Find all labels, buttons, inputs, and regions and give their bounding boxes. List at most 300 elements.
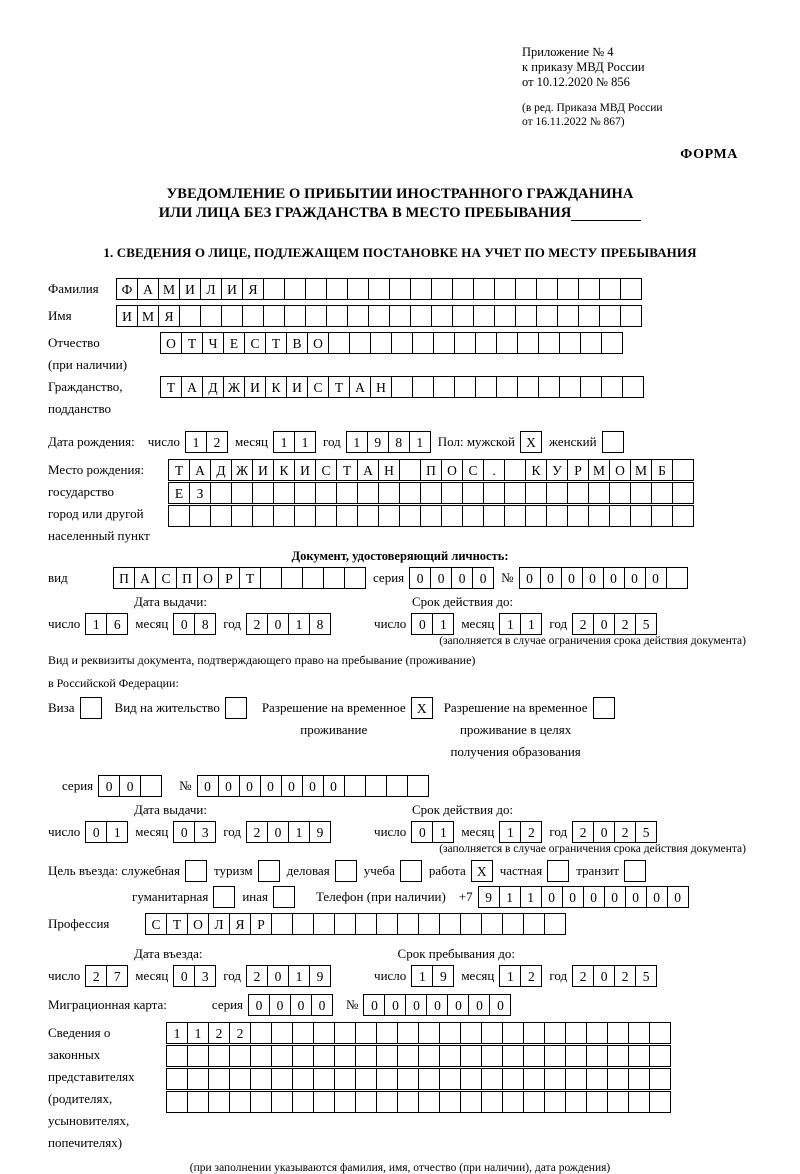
form-cell[interactable] (649, 1022, 671, 1044)
form-cell[interactable]: К (525, 459, 547, 481)
form-cell[interactable] (546, 482, 568, 504)
form-cell[interactable]: 0 (593, 821, 615, 843)
form-cell[interactable]: Л (208, 913, 230, 935)
form-cell[interactable]: 0 (384, 994, 406, 1016)
form-cell[interactable] (252, 505, 274, 527)
form-cell[interactable]: П (176, 567, 198, 589)
patronymic-input[interactable] (160, 332, 622, 354)
form-cell[interactable] (334, 1091, 356, 1113)
form-cell[interactable]: З (189, 482, 211, 504)
form-cell[interactable]: 2 (614, 821, 636, 843)
form-cell[interactable]: 0 (119, 775, 141, 797)
purpose-tourism-checkbox[interactable] (258, 860, 279, 882)
birth-place-input-row-1[interactable] (168, 459, 693, 481)
form-cell[interactable]: 0 (173, 613, 195, 635)
form-cell[interactable] (357, 482, 379, 504)
form-cell[interactable] (271, 913, 293, 935)
form-cell[interactable] (624, 860, 646, 882)
edu-residence-checkbox[interactable] (593, 697, 614, 719)
form-cell[interactable]: И (294, 459, 316, 481)
form-cell[interactable]: 9 (432, 965, 454, 987)
form-cell[interactable] (368, 305, 390, 327)
form-cell[interactable]: С (155, 567, 177, 589)
form-cell[interactable]: 1 (346, 431, 368, 453)
form-cell[interactable]: А (134, 567, 156, 589)
form-cell[interactable] (315, 505, 337, 527)
form-cell[interactable] (607, 1045, 629, 1067)
form-cell[interactable] (389, 305, 411, 327)
form-cell[interactable] (273, 505, 295, 527)
form-cell[interactable] (538, 332, 560, 354)
form-cell[interactable] (578, 305, 600, 327)
form-cell[interactable] (418, 1068, 440, 1090)
form-cell[interactable] (140, 775, 162, 797)
form-cell[interactable] (504, 482, 526, 504)
form-cell[interactable] (386, 775, 408, 797)
form-cell[interactable] (609, 505, 631, 527)
form-cell[interactable]: С (315, 459, 337, 481)
form-cell[interactable] (187, 1045, 209, 1067)
form-cell[interactable]: 0 (582, 567, 604, 589)
form-cell[interactable] (271, 1091, 293, 1113)
form-cell[interactable] (544, 1045, 566, 1067)
form-cell[interactable] (441, 505, 463, 527)
form-cell[interactable]: 0 (311, 994, 333, 1016)
form-cell[interactable] (588, 505, 610, 527)
form-cell[interactable]: . (483, 459, 505, 481)
valid-year-input[interactable] (572, 613, 656, 635)
form-cell[interactable] (460, 1045, 482, 1067)
document-series-input[interactable] (409, 567, 493, 589)
form-cell[interactable]: 7 (106, 965, 128, 987)
form-cell[interactable]: 2 (614, 613, 636, 635)
form-cell[interactable]: 0 (409, 567, 431, 589)
form-cell[interactable]: Т (265, 332, 287, 354)
form-cell[interactable] (462, 505, 484, 527)
form-cell[interactable] (391, 332, 413, 354)
form-cell[interactable]: Т (166, 913, 188, 935)
form-cell[interactable] (460, 1091, 482, 1113)
form-cell[interactable] (397, 1091, 419, 1113)
form-cell[interactable]: М (137, 305, 159, 327)
legal-input-row-1[interactable] (166, 1022, 670, 1044)
form-cell[interactable] (347, 305, 369, 327)
form-cell[interactable]: 2 (572, 821, 594, 843)
form-cell[interactable]: П (113, 567, 135, 589)
form-cell[interactable] (273, 886, 295, 908)
form-cell[interactable] (263, 305, 285, 327)
form-cell[interactable] (586, 1068, 608, 1090)
form-cell[interactable]: 1 (288, 613, 310, 635)
form-cell[interactable] (344, 775, 366, 797)
form-cell[interactable]: Р (218, 567, 240, 589)
permit-series-input[interactable] (98, 775, 161, 797)
form-cell[interactable]: 0 (363, 994, 385, 1016)
form-cell[interactable]: 2 (572, 613, 594, 635)
form-cell[interactable] (651, 505, 673, 527)
form-cell[interactable] (439, 1022, 461, 1044)
form-cell[interactable] (557, 278, 579, 300)
form-cell[interactable]: 1 (187, 1022, 209, 1044)
permit-issue-month-input[interactable] (173, 821, 215, 843)
migration-series-input[interactable] (248, 994, 332, 1016)
form-cell[interactable] (454, 332, 476, 354)
form-cell[interactable] (166, 1091, 188, 1113)
form-cell[interactable]: 2 (520, 965, 542, 987)
form-cell[interactable] (588, 482, 610, 504)
form-cell[interactable]: О (441, 459, 463, 481)
form-cell[interactable] (397, 1068, 419, 1090)
valid-month-input[interactable] (499, 613, 541, 635)
form-cell[interactable] (166, 1068, 188, 1090)
form-cell[interactable]: 2 (246, 613, 268, 635)
form-cell[interactable] (334, 913, 356, 935)
form-cell[interactable]: 2 (614, 965, 636, 987)
form-cell[interactable] (473, 305, 495, 327)
form-cell[interactable] (221, 305, 243, 327)
form-cell[interactable] (672, 482, 694, 504)
form-cell[interactable] (273, 482, 295, 504)
form-cell[interactable]: 1 (499, 965, 521, 987)
form-cell[interactable]: А (181, 376, 203, 398)
form-cell[interactable]: 0 (426, 994, 448, 1016)
form-cell[interactable]: И (221, 278, 243, 300)
form-cell[interactable] (252, 482, 274, 504)
form-cell[interactable]: 2 (85, 965, 107, 987)
form-cell[interactable] (305, 278, 327, 300)
form-cell[interactable]: 8 (388, 431, 410, 453)
form-cell[interactable]: Т (328, 376, 350, 398)
form-cell[interactable]: Н (370, 376, 392, 398)
form-cell[interactable]: А (137, 278, 159, 300)
form-cell[interactable] (271, 1022, 293, 1044)
form-cell[interactable] (336, 505, 358, 527)
form-cell[interactable]: 0 (173, 821, 195, 843)
form-cell[interactable] (460, 1022, 482, 1044)
form-cell[interactable]: 2 (520, 821, 542, 843)
form-cell[interactable]: О (160, 332, 182, 354)
form-cell[interactable] (313, 1045, 335, 1067)
form-cell[interactable]: 0 (540, 567, 562, 589)
name-input[interactable] (116, 305, 641, 327)
form-cell[interactable] (210, 482, 232, 504)
form-cell[interactable] (565, 1045, 587, 1067)
form-cell[interactable]: 2 (246, 821, 268, 843)
form-cell[interactable] (376, 913, 398, 935)
form-cell[interactable]: В (286, 332, 308, 354)
form-cell[interactable] (168, 505, 190, 527)
form-cell[interactable]: Т (239, 567, 261, 589)
form-cell[interactable] (292, 1022, 314, 1044)
form-cell[interactable]: 1 (106, 821, 128, 843)
form-cell[interactable] (179, 305, 201, 327)
form-cell[interactable] (546, 505, 568, 527)
form-cell[interactable] (502, 1022, 524, 1044)
form-cell[interactable]: 1 (166, 1022, 188, 1044)
form-cell[interactable] (651, 482, 673, 504)
form-cell[interactable]: 0 (302, 775, 324, 797)
form-cell[interactable]: 0 (405, 994, 427, 1016)
form-cell[interactable]: 2 (229, 1022, 251, 1044)
form-cell[interactable]: 0 (267, 965, 289, 987)
form-cell[interactable] (523, 1022, 545, 1044)
form-cell[interactable]: К (265, 376, 287, 398)
form-cell[interactable] (494, 305, 516, 327)
form-cell[interactable] (620, 305, 642, 327)
form-cell[interactable]: Р (567, 459, 589, 481)
form-cell[interactable]: 0 (593, 965, 615, 987)
form-cell[interactable] (313, 913, 335, 935)
form-cell[interactable] (410, 305, 432, 327)
form-cell[interactable]: У (546, 459, 568, 481)
form-cell[interactable] (397, 913, 419, 935)
form-cell[interactable] (335, 860, 357, 882)
form-cell[interactable]: 0 (197, 775, 219, 797)
form-cell[interactable] (649, 1091, 671, 1113)
form-cell[interactable] (622, 376, 644, 398)
form-cell[interactable]: М (630, 459, 652, 481)
birth-place-input-row-3[interactable] (168, 505, 693, 527)
form-cell[interactable]: М (158, 278, 180, 300)
form-cell[interactable] (292, 913, 314, 935)
form-cell[interactable] (80, 697, 102, 719)
form-cell[interactable]: 0 (468, 994, 490, 1016)
form-cell[interactable] (433, 376, 455, 398)
form-cell[interactable] (483, 482, 505, 504)
form-cell[interactable] (559, 376, 581, 398)
form-cell[interactable]: Б (651, 459, 673, 481)
form-cell[interactable] (231, 505, 253, 527)
form-cell[interactable] (420, 482, 442, 504)
form-cell[interactable] (334, 1068, 356, 1090)
form-cell[interactable] (502, 1091, 524, 1113)
form-cell[interactable] (567, 482, 589, 504)
form-cell[interactable]: 1 (85, 613, 107, 635)
migration-number-input[interactable] (363, 994, 510, 1016)
form-cell[interactable] (391, 376, 413, 398)
form-cell[interactable] (200, 305, 222, 327)
form-cell[interactable] (370, 332, 392, 354)
form-cell[interactable] (294, 482, 316, 504)
purpose-business-checkbox[interactable] (335, 860, 356, 882)
profession-input[interactable] (145, 913, 565, 935)
form-cell[interactable]: П (420, 459, 442, 481)
form-cell[interactable] (355, 1045, 377, 1067)
form-cell[interactable] (593, 697, 615, 719)
form-cell[interactable]: 0 (218, 775, 240, 797)
legal-input-row-2[interactable] (166, 1045, 670, 1067)
form-cell[interactable] (313, 1068, 335, 1090)
form-cell[interactable]: 0 (85, 821, 107, 843)
form-cell[interactable] (547, 860, 569, 882)
form-cell[interactable]: 1 (499, 821, 521, 843)
form-cell[interactable] (578, 278, 600, 300)
form-cell[interactable]: М (588, 459, 610, 481)
form-cell[interactable]: 5 (635, 613, 657, 635)
permit-valid-month-input[interactable] (499, 821, 541, 843)
form-cell[interactable] (475, 332, 497, 354)
form-cell[interactable]: Р (250, 913, 272, 935)
form-cell[interactable] (601, 332, 623, 354)
form-cell[interactable]: 1 (432, 613, 454, 635)
form-cell[interactable] (399, 482, 421, 504)
form-cell[interactable] (523, 913, 545, 935)
form-cell[interactable]: И (244, 376, 266, 398)
form-cell[interactable] (284, 305, 306, 327)
form-cell[interactable] (567, 505, 589, 527)
form-cell[interactable] (599, 278, 621, 300)
form-cell[interactable] (481, 1068, 503, 1090)
form-cell[interactable]: Т (181, 332, 203, 354)
form-cell[interactable]: Ф (116, 278, 138, 300)
form-cell[interactable] (229, 1045, 251, 1067)
form-cell[interactable]: 0 (489, 994, 511, 1016)
form-cell[interactable]: Н (378, 459, 400, 481)
form-cell[interactable] (433, 332, 455, 354)
form-cell[interactable] (586, 1091, 608, 1113)
form-cell[interactable] (313, 1091, 335, 1113)
form-cell[interactable]: С (145, 913, 167, 935)
form-cell[interactable]: Ж (223, 376, 245, 398)
form-cell[interactable] (397, 1022, 419, 1044)
form-cell[interactable]: 0 (603, 567, 625, 589)
form-cell[interactable] (628, 1068, 650, 1090)
form-cell[interactable]: 0 (625, 886, 647, 908)
stay-month-input[interactable] (499, 965, 541, 987)
form-cell[interactable] (187, 1068, 209, 1090)
form-cell[interactable] (481, 1091, 503, 1113)
form-cell[interactable] (557, 305, 579, 327)
form-cell[interactable] (586, 1045, 608, 1067)
surname-input[interactable] (116, 278, 641, 300)
form-cell[interactable]: Х (411, 697, 433, 719)
form-cell[interactable] (400, 860, 422, 882)
form-cell[interactable]: 1 (520, 613, 542, 635)
form-cell[interactable] (315, 482, 337, 504)
form-cell[interactable]: 1 (411, 965, 433, 987)
form-cell[interactable] (504, 505, 526, 527)
form-cell[interactable]: И (286, 376, 308, 398)
issue-year-input[interactable] (246, 613, 330, 635)
permit-number-input[interactable] (197, 775, 428, 797)
form-cell[interactable] (376, 1068, 398, 1090)
permit-valid-day-input[interactable] (411, 821, 453, 843)
issue-day-input[interactable] (85, 613, 127, 635)
form-cell[interactable]: Д (202, 376, 224, 398)
form-cell[interactable]: 6 (106, 613, 128, 635)
form-cell[interactable] (481, 1045, 503, 1067)
form-cell[interactable]: И (116, 305, 138, 327)
issue-month-input[interactable] (173, 613, 215, 635)
form-cell[interactable] (292, 1068, 314, 1090)
form-cell[interactable]: 5 (635, 965, 657, 987)
form-cell[interactable] (347, 278, 369, 300)
form-cell[interactable] (326, 305, 348, 327)
birth-day-input[interactable] (185, 431, 227, 453)
form-cell[interactable] (294, 505, 316, 527)
form-cell[interactable] (473, 278, 495, 300)
form-cell[interactable] (229, 1068, 251, 1090)
form-cell[interactable]: И (179, 278, 201, 300)
form-cell[interactable] (378, 482, 400, 504)
form-cell[interactable] (515, 305, 537, 327)
temp-residence-checkbox[interactable] (411, 697, 432, 719)
form-cell[interactable]: 1 (409, 431, 431, 453)
permit-valid-year-input[interactable] (572, 821, 656, 843)
form-cell[interactable] (580, 332, 602, 354)
document-kind-input[interactable] (113, 567, 365, 589)
form-cell[interactable]: Х (471, 860, 493, 882)
form-cell[interactable]: О (307, 332, 329, 354)
form-cell[interactable] (439, 1068, 461, 1090)
form-cell[interactable] (334, 1022, 356, 1044)
valid-day-input[interactable] (411, 613, 453, 635)
form-cell[interactable] (263, 278, 285, 300)
form-cell[interactable]: 1 (432, 821, 454, 843)
form-cell[interactable]: 9 (478, 886, 500, 908)
form-cell[interactable] (559, 332, 581, 354)
form-cell[interactable]: Т (160, 376, 182, 398)
form-cell[interactable] (258, 860, 280, 882)
form-cell[interactable] (609, 482, 631, 504)
form-cell[interactable] (517, 332, 539, 354)
form-cell[interactable] (292, 1091, 314, 1113)
form-cell[interactable] (378, 505, 400, 527)
form-cell[interactable] (260, 567, 282, 589)
form-cell[interactable]: Т (168, 459, 190, 481)
form-cell[interactable] (231, 482, 253, 504)
form-cell[interactable] (607, 1068, 629, 1090)
form-cell[interactable]: 0 (541, 886, 563, 908)
form-cell[interactable]: 3 (194, 821, 216, 843)
form-cell[interactable] (313, 1022, 335, 1044)
form-cell[interactable]: Ж (231, 459, 253, 481)
form-cell[interactable] (418, 1091, 440, 1113)
form-cell[interactable]: 9 (309, 965, 331, 987)
permit-issue-year-input[interactable] (246, 821, 330, 843)
form-cell[interactable] (565, 1068, 587, 1090)
form-cell[interactable] (494, 278, 516, 300)
form-cell[interactable] (452, 278, 474, 300)
purpose-study-checkbox[interactable] (400, 860, 421, 882)
form-cell[interactable]: А (349, 376, 371, 398)
form-cell[interactable] (607, 1022, 629, 1044)
form-cell[interactable] (271, 1045, 293, 1067)
form-cell[interactable]: 1 (520, 886, 542, 908)
form-cell[interactable] (431, 278, 453, 300)
form-cell[interactable] (523, 1091, 545, 1113)
form-cell[interactable] (376, 1022, 398, 1044)
form-cell[interactable] (418, 913, 440, 935)
form-cell[interactable] (544, 1091, 566, 1113)
form-cell[interactable]: 0 (239, 775, 261, 797)
form-cell[interactable]: С (244, 332, 266, 354)
form-cell[interactable] (389, 278, 411, 300)
form-cell[interactable]: 2 (572, 965, 594, 987)
stay-year-input[interactable] (572, 965, 656, 987)
form-cell[interactable]: 3 (194, 965, 216, 987)
form-cell[interactable] (483, 505, 505, 527)
form-cell[interactable]: Т (336, 459, 358, 481)
form-cell[interactable] (185, 860, 207, 882)
form-cell[interactable] (544, 913, 566, 935)
form-cell[interactable] (208, 1068, 230, 1090)
form-cell[interactable]: 2 (208, 1022, 230, 1044)
form-cell[interactable] (229, 1091, 251, 1113)
form-cell[interactable] (376, 1091, 398, 1113)
form-cell[interactable] (213, 886, 235, 908)
form-cell[interactable]: А (189, 459, 211, 481)
